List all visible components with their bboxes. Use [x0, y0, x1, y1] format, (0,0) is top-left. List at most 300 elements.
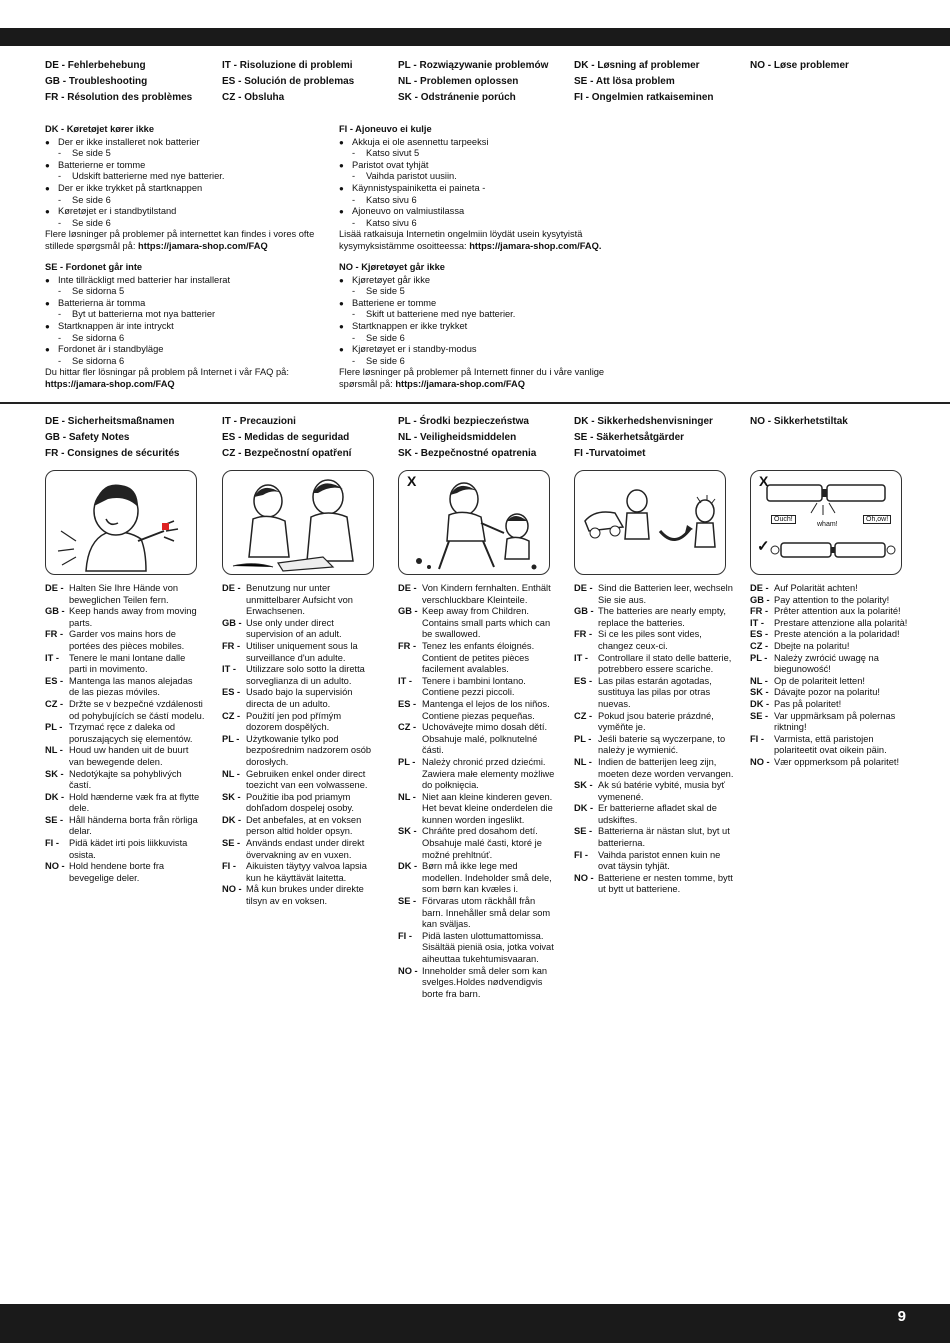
- safety-entry: [574, 803, 734, 826]
- header-group: [574, 58, 713, 106]
- safety-entry: [45, 838, 205, 861]
- language-code: PL -: [45, 722, 63, 733]
- safety-entry: [398, 826, 556, 861]
- language-code: FR -: [574, 629, 593, 640]
- safety-text: Dávajte pozor na polaritu!: [774, 687, 880, 698]
- safety-text: Indien de batterijen leeg zijn, moeten deze worden vervangen.: [598, 756, 734, 779]
- bullet-item: ● Der er ikke installeret nok batterier: [45, 137, 325, 149]
- safety-text: Används endast under direkt övervakning av en vuxen.: [246, 838, 365, 860]
- language-code: GB -: [750, 594, 770, 605]
- top-bar: [0, 28, 950, 46]
- safety-entry: [222, 861, 377, 884]
- footer-text: [339, 367, 639, 390]
- language-code: SK -: [574, 780, 593, 791]
- safety-entry: [398, 699, 556, 722]
- header-label: NL - Veiligheidsmiddelen: [398, 432, 517, 443]
- header-label: PL - Rozwiązywanie problemów: [398, 60, 549, 71]
- safety-entry: [574, 850, 734, 873]
- safety-text: Pokud jsou baterie prázdné, vyměňte je.: [598, 710, 714, 733]
- language-code: NL -: [222, 768, 240, 779]
- bullet-item: ● Ajoneuvo on valmiustilassa: [339, 206, 639, 218]
- language-code: SK -: [45, 768, 64, 779]
- safety-entry: [750, 734, 910, 757]
- language-code: FR -: [750, 606, 769, 617]
- sub-item: - Katso sivut 5: [339, 148, 639, 160]
- safety-text: Las pilas estarán agotadas, sustituya las pilas por otras nuevas.: [598, 675, 712, 709]
- footer-label: Flere løsninger på problemer på Internett finner du i våre vanlige spørsmål på:: [339, 367, 605, 389]
- bullet-item: ● Køretøjet er i standbytilstand: [45, 206, 325, 218]
- language-code: FI -: [750, 733, 764, 744]
- language-code: DE -: [45, 583, 64, 593]
- language-code: FR -: [222, 640, 241, 651]
- language-code: SE -: [750, 710, 769, 721]
- header-group: [750, 58, 849, 74]
- language-code: NL -: [750, 675, 768, 686]
- safety-entry: [574, 583, 734, 606]
- safety-entry: [574, 676, 734, 711]
- bullet-item: ● Startknappen är inte intryckt: [45, 321, 325, 333]
- language-code: NL -: [398, 791, 416, 802]
- language-code: DE -: [222, 583, 241, 593]
- language-code: DE -: [398, 583, 417, 593]
- safety-entry: [398, 722, 556, 757]
- language-code: GB -: [222, 617, 242, 628]
- safety-text: Pas på polaritet!: [774, 698, 842, 709]
- safety-text: Trzymać ręce z daleka od poruszających się elementów.: [69, 722, 193, 744]
- language-code: FI -: [45, 838, 59, 849]
- language-code: PL -: [398, 756, 416, 767]
- language-code: DK -: [398, 861, 418, 872]
- safety-text: Ak sú batérie vybité, musia byť vymenené.: [598, 780, 725, 802]
- safety-entry: [398, 861, 556, 896]
- bullet-item: ● Fordonet är i standbyläge: [45, 344, 325, 356]
- safety-text: Det anbefales, at en voksen person altid holder opsyn.: [246, 814, 362, 837]
- safety-entry: [574, 711, 734, 734]
- safety-text: Nedotýkajte sa pohyblivých častí.: [69, 768, 182, 791]
- language-code: FR -: [398, 640, 417, 651]
- safety-column-4: [574, 583, 734, 896]
- header-group: [45, 414, 179, 462]
- footer-text: [45, 229, 325, 252]
- ouch-label: Ouch!: [771, 515, 796, 524]
- language-code: NL -: [45, 745, 63, 756]
- block-title: FI - Ajoneuvo ei kulje: [339, 124, 432, 134]
- safety-entry: [398, 757, 556, 792]
- language-code: SK -: [750, 687, 769, 698]
- language-code: GB -: [45, 606, 65, 617]
- header-label: SK - Bezpečnostné opatrenia: [398, 448, 537, 459]
- language-code: SK -: [398, 826, 417, 837]
- check-icon: ✓: [757, 538, 770, 555]
- illustration-empty-batteries: [574, 470, 726, 575]
- troubleshooting-no: [339, 262, 639, 391]
- safety-text: Prêter attention aux la polarité!: [774, 606, 901, 617]
- safety-text: Inneholder små deler som kan svelges.Holdes nødvendigvis borte fra barn.: [422, 965, 548, 999]
- header-group: [398, 58, 548, 106]
- troubleshooting-fi: [339, 124, 639, 253]
- header-label: SE - Säkerhetsåtgärder: [574, 432, 685, 443]
- safety-column-3: [398, 583, 556, 1000]
- illustration-hand-moving-parts: [45, 470, 197, 575]
- safety-entry: [222, 641, 377, 664]
- illustration-polarity: [750, 470, 902, 575]
- bullet-item: ● Paristot ovat tyhjät: [339, 160, 639, 172]
- safety-text: Si ce les piles sont vides, changez ceux-ci.: [598, 629, 702, 651]
- sub-item: - Se side 6: [45, 195, 325, 207]
- safety-text: Hold hendene borte fra bevegelige deler.: [69, 861, 165, 883]
- safety-entry: [750, 653, 910, 676]
- language-code: CZ -: [750, 640, 769, 651]
- safety-text: Aikuisten täytyy valvoa lapsia kun he käyttävät laitetta.: [246, 861, 367, 883]
- header-label: ES - Medidas de seguridad: [222, 432, 350, 443]
- block-title: DK - Køretøjet kører ikke: [45, 124, 155, 134]
- safety-text: Gebruiken enkel onder direct toezicht van een volwassene.: [246, 768, 368, 791]
- footer-text: [45, 367, 325, 390]
- safety-text: Var uppmärksam på polernas riktning!: [774, 710, 896, 733]
- safety-text: Pidä lasten ulottumattomissa. Sisältää pieniä osia, jotka voivat aiheuttaa tukehtumisvaaran.: [422, 930, 554, 964]
- safety-entry: [574, 653, 734, 676]
- language-code: NO -: [45, 861, 65, 872]
- header-label: DK - Løsning af problemer: [574, 60, 700, 71]
- safety-entry: [750, 699, 910, 711]
- sub-item: - Se side 6: [45, 218, 325, 230]
- header-label: FR - Consignes de sécurités: [45, 448, 180, 459]
- sub-item: - Se sidorna 5: [45, 286, 325, 298]
- safety-text: Auf Polarität achten!: [774, 583, 858, 593]
- language-code: CZ -: [574, 710, 593, 721]
- safety-entry: [222, 815, 377, 838]
- safety-entry: [222, 734, 377, 769]
- safety-text: Børn må ikke lege med modellen. Indeholder små dele, som børn kan kvæles i.: [422, 861, 552, 895]
- language-code: DK -: [45, 791, 65, 802]
- sub-item: - Katso sivu 6: [339, 195, 639, 207]
- sub-item: - Skift ut batteriene med nye batterier.: [339, 309, 639, 321]
- language-code: CZ -: [398, 722, 417, 733]
- safety-entry: [398, 966, 556, 1001]
- safety-text: Op de polariteit letten!: [774, 675, 865, 686]
- safety-text: Chráňte pred dosahom detí. Obsahuje malé časti, ktoré je možné prehltnúť.: [422, 826, 542, 860]
- safety-entry: [750, 629, 910, 641]
- safety-text: Keep away from Children. Contains small parts which can be swallowed.: [422, 606, 551, 640]
- header-label: CZ - Bezpečnostní opatření: [222, 448, 352, 459]
- header-label: FR - Résolution des problèmes: [45, 92, 193, 103]
- header-label: DE - Sicherheitsmaßnamen: [45, 416, 175, 427]
- safety-entry: [398, 896, 556, 931]
- language-code: ES -: [398, 698, 417, 709]
- bullet-item: ● Kjøretøyet er i standby-modus: [339, 344, 639, 356]
- safety-entry: [574, 873, 734, 896]
- footer-text: [339, 229, 639, 252]
- x-mark: X: [759, 473, 769, 489]
- safety-entry: [574, 734, 734, 757]
- safety-text: Należy chronić przed dziećmi. Zawiera małe elementy możliwe do połknięcia.: [422, 756, 555, 791]
- language-code: IT -: [45, 652, 59, 663]
- safety-column-2: [222, 583, 377, 908]
- safety-entry: [45, 653, 205, 676]
- bullet-item: ● Käynnistyspainiketta ei paineta -: [339, 183, 639, 195]
- sub-item: - Byt ut batterierna mot nya batterier: [45, 309, 325, 321]
- header-group: [574, 414, 713, 462]
- language-code: GB -: [398, 606, 418, 617]
- footer-label: Lisää ratkaisuja Internetin ongelmiin löydät usein kysytyistä kysymyksistämme osoitteessa:: [339, 229, 583, 251]
- safety-entry: [222, 618, 377, 641]
- language-code: ES -: [574, 675, 593, 686]
- safety-text: Håll händerna borta från rörliga delar.: [69, 814, 198, 837]
- sub-item: - Se sidorna 6: [45, 356, 325, 368]
- ohow-label: Oh,ow!: [863, 515, 891, 524]
- safety-entry: [398, 792, 556, 827]
- safety-entry: [574, 629, 734, 652]
- safety-entry: [222, 711, 377, 734]
- bullet-item: ● Inte tillräckligt med batterier har installerat: [45, 275, 325, 287]
- page-number: 9: [897, 1308, 906, 1325]
- language-code: ES -: [750, 629, 769, 640]
- safety-entry: [750, 618, 910, 630]
- header-label: ES - Solución de problemas: [222, 76, 355, 87]
- section-divider: [0, 402, 950, 404]
- bottom-bar: [0, 1304, 950, 1343]
- safety-text: Należy zwrócić uwagę na biegunowość!: [774, 652, 879, 675]
- sub-item: - Vaihda paristot uusiin.: [339, 171, 639, 183]
- language-code: PL -: [574, 733, 592, 744]
- safety-text: Utiliser uniquement sous la surveillance d'un adulte.: [246, 640, 358, 663]
- safety-entry: [750, 606, 910, 618]
- header-label: IT - Risoluzione di problemi: [222, 60, 353, 71]
- header-group: [222, 58, 354, 106]
- header-label: FI - Ongelmien ratkaiseminen: [574, 92, 714, 103]
- safety-entry: [222, 838, 377, 861]
- header-label: GB - Safety Notes: [45, 432, 130, 443]
- header-label: NO - Sikkerhetstiltak: [750, 416, 848, 427]
- header-label: SK - Odstránenie porúch: [398, 92, 516, 103]
- safety-text: Użytkowanie tylko pod bezpośrednim nadzorem osób dorosłych.: [246, 733, 372, 767]
- safety-text: Pay attention to the polarity!: [774, 594, 890, 605]
- safety-text: Hold hænderne væk fra at flytte dele.: [69, 791, 200, 814]
- illustration-adult-supervision: [222, 470, 374, 575]
- language-code: PL -: [750, 652, 768, 663]
- faq-url: https://jamara-shop.com/FAQ: [45, 378, 175, 389]
- header-label: NO - Løse problemer: [750, 60, 849, 71]
- block-title: NO - Kjøretøyet går ikke: [339, 262, 445, 272]
- language-code: SE -: [222, 838, 241, 849]
- language-code: FI -: [574, 849, 588, 860]
- safety-entry: [222, 769, 377, 792]
- language-code: ES -: [222, 687, 241, 698]
- bullet-item: ● Batteriene er tomme: [339, 298, 639, 310]
- header-group: [45, 58, 192, 106]
- sub-item: - Se sidorna 6: [45, 333, 325, 345]
- header-label: DK - Sikkerhedshenvisninger: [574, 416, 713, 427]
- safety-entry: [222, 792, 377, 815]
- safety-text: Prestare attenzione alla polarità!: [774, 617, 908, 628]
- safety-text: Použitie iba pod priamym dohľadom dospelej osoby.: [246, 791, 354, 814]
- sub-item: - Se side 5: [45, 148, 325, 160]
- safety-entry: [45, 676, 205, 699]
- header-group: [222, 414, 351, 462]
- safety-entry: [45, 861, 205, 884]
- safety-column-5: [750, 583, 910, 769]
- safety-text: Použití jen pod přímým dozorem dospělých.: [246, 710, 342, 733]
- sub-item: - Katso sivu 6: [339, 218, 639, 230]
- language-code: DK -: [222, 814, 242, 825]
- safety-text: The batteries are nearly empty, replace the batteries.: [598, 606, 726, 628]
- safety-text: Sind die Batterien leer, wechseln Sie sie aus.: [598, 583, 733, 605]
- sub-item: - Se side 6: [339, 333, 639, 345]
- safety-text: Držte se v bezpečné vzdálenosti od pohybujících se částí modelu.: [69, 698, 205, 721]
- safety-entry: [222, 884, 377, 907]
- faq-url: https://jamara-shop.com/FAQ: [395, 378, 525, 389]
- safety-text: Controllare il stato delle batterie, potrebbero essere scariche.: [598, 652, 732, 675]
- language-code: IT -: [750, 617, 764, 628]
- footer-label: Du hittar fler lösningar på problem på Internet i vår FAQ på:: [45, 367, 289, 378]
- safety-entry: [398, 676, 556, 699]
- bullet-item: ● Der er ikke trykket på startknappen: [45, 183, 325, 195]
- language-code: CZ -: [222, 710, 241, 721]
- safety-entry: [222, 664, 377, 687]
- safety-text: Uchovávejte mimo dosah dětí. Obsahuje malé, polknutelné části.: [422, 722, 548, 756]
- language-code: SE -: [45, 814, 64, 825]
- safety-entry: [574, 757, 734, 780]
- safety-text: Tenez les enfants éloignés. Contient de petites pièces facilement avalables.: [422, 640, 535, 675]
- troubleshooting-se: [45, 262, 325, 391]
- bullet-item: ● Startknappen er ikke trykket: [339, 321, 639, 333]
- safety-text: Usado bajo la supervisión directa de un adulto.: [246, 687, 353, 709]
- safety-text: Förvaras utom räckhåll från barn. Innehåller små delar som kan sväljas.: [422, 896, 551, 930]
- language-code: NO -: [398, 965, 418, 976]
- bullet-item: ● Batterierna är tomma: [45, 298, 325, 310]
- x-mark: X: [407, 473, 417, 489]
- safety-text: Utilizzare solo sotto la diretta sorveglianza di un adulto.: [246, 664, 365, 686]
- safety-text: Batteriene er nesten tomme, bytt ut bytt ut batteriene.: [598, 872, 733, 895]
- troubleshooting-dk: [45, 124, 325, 253]
- safety-text: Pidä kädet irti pois liikkuvista osista.: [69, 838, 188, 860]
- safety-text: Preste atención a la polaridad!: [774, 629, 900, 640]
- header-label: DE - Fehlerbehebung: [45, 60, 146, 71]
- safety-text: Vær oppmerksom på polaritet!: [774, 756, 900, 767]
- language-code: FI -: [398, 930, 412, 941]
- safety-entry: [750, 687, 910, 699]
- safety-entry: [45, 769, 205, 792]
- header-label: CZ - Obsluha: [222, 92, 285, 103]
- language-code: FR -: [45, 629, 64, 640]
- safety-text: Benutzung nur unter unmittelbarer Aufsicht von Erwachsenen.: [246, 583, 353, 617]
- safety-entry: [398, 583, 556, 606]
- safety-entry: [750, 711, 910, 734]
- safety-entry: [45, 699, 205, 722]
- safety-text: Use only under direct supervision of an adult.: [246, 617, 342, 640]
- faq-url: https://jamara-shop.com/FAQ: [138, 240, 268, 251]
- safety-text: Er batterierne afladet skal de udskiftes.: [598, 803, 717, 825]
- safety-entry: [574, 606, 734, 629]
- language-code: IT -: [222, 664, 236, 675]
- safety-entry: [750, 583, 910, 595]
- safety-entry: [750, 595, 910, 607]
- language-code: NO -: [222, 884, 242, 895]
- safety-column-1: [45, 583, 205, 884]
- safety-text: Jeśli baterie są wyczerpane, to należy je wymienić.: [598, 733, 726, 756]
- safety-text: Vaihda paristot ennen kuin ne ovat täysin tyhjät.: [598, 849, 721, 872]
- safety-text: Tenere i bambini lontano. Contiene pezzi piccoli.: [422, 675, 526, 698]
- safety-text: Tenere le mani lontane dalle parti in movimento.: [69, 652, 186, 675]
- illustration-keep-from-children: [398, 470, 550, 575]
- language-code: CZ -: [45, 698, 64, 709]
- language-code: NL -: [574, 756, 592, 767]
- safety-entry: [45, 606, 205, 629]
- header-label: FI -Turvatoimet: [574, 448, 646, 459]
- safety-entry: [750, 757, 910, 769]
- language-code: SK -: [222, 791, 241, 802]
- header-group: [750, 414, 848, 430]
- header-label: PL - Środki bezpieczeństwa: [398, 416, 529, 427]
- language-code: NO -: [574, 872, 594, 883]
- header-group: [398, 414, 536, 462]
- safety-text: Garder vos mains hors de portées des pièces mobiles.: [69, 629, 185, 651]
- safety-entry: [45, 815, 205, 838]
- language-code: DK -: [750, 698, 770, 709]
- bullet-item: ● Akkuja ei ole asennettu tarpeeksi: [339, 137, 639, 149]
- language-code: DK -: [574, 803, 594, 814]
- bullet-item: ● Kjøretøyet går ikke: [339, 275, 639, 287]
- safety-entry: [574, 826, 734, 849]
- safety-text: Houd uw handen uit de buurt van bewegende delen.: [69, 745, 189, 767]
- safety-entry: [398, 641, 556, 676]
- wham-label: wham!: [817, 521, 838, 528]
- language-code: FI -: [222, 861, 236, 872]
- safety-entry: [222, 583, 377, 618]
- safety-entry: [574, 780, 734, 803]
- safety-text: Keep hands away from moving parts.: [69, 606, 197, 628]
- bullet-item: ● Batterierne er tomme: [45, 160, 325, 172]
- faq-url: https://jamara-shop.com/FAQ.: [469, 240, 602, 251]
- safety-text: Dbejte na polaritu!: [774, 640, 850, 651]
- sub-item: - Udskift batterierne med nye batterier.: [45, 171, 325, 183]
- header-label: SE - Att lösa problem: [574, 76, 675, 87]
- safety-entry: [222, 687, 377, 710]
- safety-text: Von Kindern fernhalten. Enthält verschluckbare Kleinteile.: [422, 583, 551, 605]
- language-code: PL -: [222, 733, 240, 744]
- safety-text: Batterierna är nästan slut, byt ut batterierna.: [598, 826, 730, 849]
- footer-label: Flere løsninger på problemer på internettet kan findes i vores ofte stillede spørgsmål på:: [45, 229, 315, 251]
- language-code: ES -: [45, 675, 64, 686]
- language-code: NO -: [750, 756, 770, 767]
- sub-item: - Se side 5: [339, 286, 639, 298]
- safety-entry: [398, 606, 556, 641]
- language-code: GB -: [574, 606, 594, 617]
- language-code: IT -: [398, 675, 412, 686]
- language-code: DE -: [574, 583, 593, 593]
- header-label: GB - Troubleshooting: [45, 76, 148, 87]
- language-code: IT -: [574, 652, 588, 663]
- header-label: NL - Problemen oplossen: [398, 76, 519, 87]
- safety-text: Halten Sie Ihre Hände von beweglichen Teilen fern.: [69, 583, 179, 605]
- safety-entry: [45, 745, 205, 768]
- header-label: IT - Precauzioni: [222, 416, 296, 427]
- safety-entry: [750, 641, 910, 653]
- sub-item: - Se side 6: [339, 356, 639, 368]
- safety-entry: [45, 629, 205, 652]
- safety-text: Niet aan kleine kinderen geven. Het bevat kleine onderdelen die kunnen worden ingeslikt.: [422, 791, 553, 825]
- safety-entry: [750, 676, 910, 688]
- safety-entry: [45, 583, 205, 606]
- language-code: DE -: [750, 583, 769, 593]
- safety-entry: [45, 722, 205, 745]
- safety-text: Varmista, että paristojen polariteetit ovat oikein päin.: [774, 733, 887, 756]
- safety-entry: [398, 931, 556, 966]
- safety-text: Mantenga las manos alejadas de las piezas móviles.: [69, 675, 193, 698]
- safety-text: Mantenga el lejos de los niños. Contiene piezas pequeñas.: [422, 698, 550, 721]
- safety-text: Må kun brukes under direkte tilsyn av en voksen.: [246, 884, 364, 907]
- language-code: SE -: [574, 826, 593, 837]
